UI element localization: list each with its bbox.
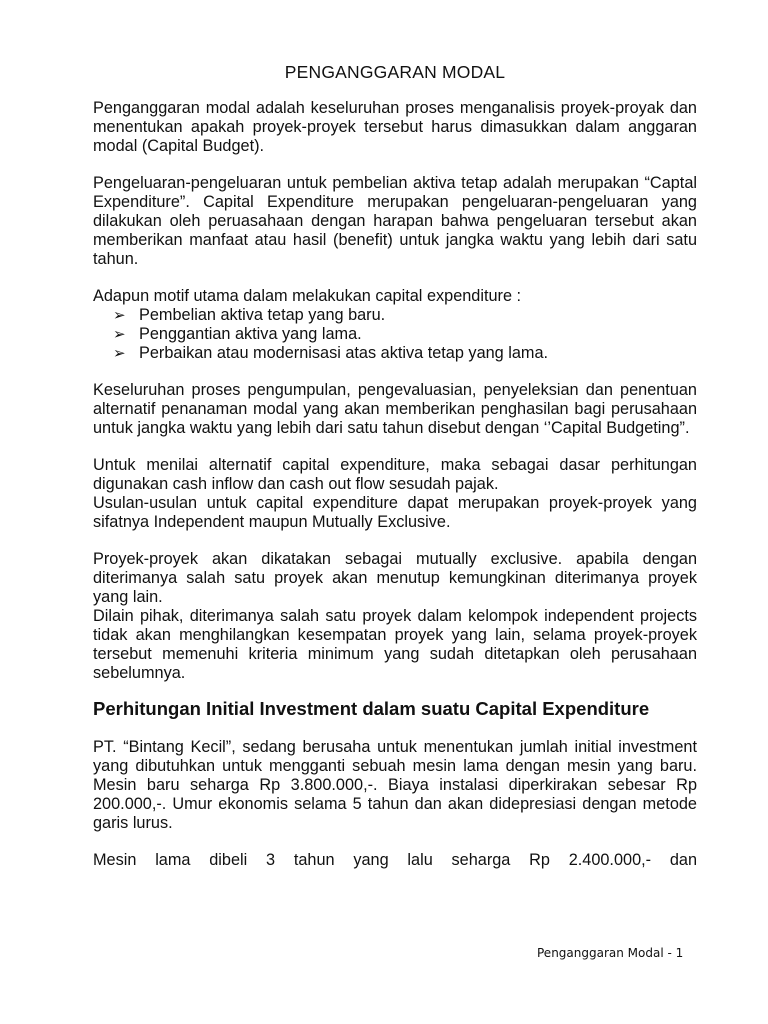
document-page — [93, 62, 697, 870]
section-heading: Perhitungan Initial Investment dalam suatu Capital Expenditure — [93, 698, 650, 719]
arrow-bullet-icon: ➢ — [113, 326, 126, 343]
list-item-text: Penggantian aktiva yang lama. — [139, 325, 362, 343]
document-title: PENGANGGARAN MODAL — [284, 62, 506, 82]
paragraph-independent: Dilain pihak, diterimanya salah satu proyek dalam kelompok independent projects tidak akan menghilangkan kesempatan proyek yang lain, selama proyek-proyek tersebut memenuhi kriteria minimum yang sudah ditetapkan oleh perusahaan sebelumnya. — [93, 607, 697, 682]
list-item-text: Perbaikan atau modernisasi atas aktiva tetap yang lama. — [139, 344, 549, 362]
list-item — [113, 306, 697, 325]
arrow-bullet-icon: ➢ — [113, 345, 126, 362]
paragraph-mutually-exclusive: Proyek-proyek akan dikatakan sebagai mutually exclusive. apabila dengan diterimanya salah satu proyek akan menutup kemungkinan diterimanya proyek yang lain. — [93, 550, 697, 606]
list-item — [113, 344, 697, 363]
list-item-text: Pembelian aktiva tetap yang baru. — [139, 306, 386, 324]
paragraph-capital-expenditure: Pengeluaran-pengeluaran untuk pembelian aktiva tetap adalah merupakan “Captal Expenditure”. Capital Expenditure merupakan pengeluaran-pengeluaran yang dilakukan oleh peruasahaan dengan harapan bahwa pengeluaran tersebut akan memberikan manfaat atau hasil (benefit) untuk jangka waktu yang lebih dari satu tahun. — [93, 174, 697, 268]
paragraph-capital-budgeting: Keseluruhan proses pengumpulan, pengevaluasian, penyeleksian dan penentuan alternatif penanaman modal yang akan memberikan penghasilan bagi perusahaan untuk jangka waktu yang lebih dari satu tahun disebut dengan ‘’Capital Budgeting”. — [93, 381, 697, 437]
list-item — [113, 325, 697, 344]
paragraph-cash-flow: Untuk menilai alternatif capital expenditure, maka sebagai dasar perhitungan digunakan cash inflow dan cash out flow sesudah pajak. — [93, 456, 697, 493]
page-footer: Penganggaran Modal - 1 — [537, 946, 684, 960]
arrow-bullet-icon: ➢ — [113, 307, 126, 324]
paragraph-motives-intro: Adapun motif utama dalam melakukan capital expenditure : — [93, 287, 522, 305]
paragraph-proposals: Usulan-usulan untuk capital expenditure dapat merupakan proyek-proyek yang sifatnya Independent maupun Mutually Exclusive. — [93, 494, 697, 531]
paragraph-case-study: PT. “Bintang Kecil”, sedang berusaha untuk menentukan jumlah initial investment yang dibutuhkan untuk mengganti sebuah mesin lama dengan mesin yang baru. Mesin baru seharga Rp 3.800.000,-. Biaya instalasi diperkirakan sebesar Rp 200.000,-. Umur ekonomis selama 5 tahun dan akan didepresiasi dengan metode garis lurus. — [93, 738, 697, 832]
motives-list — [93, 306, 697, 363]
paragraph-definition: Penganggaran modal adalah keseluruhan proses menganalisis proyek-proyak dan menentukan apakah proyek-proyek tersebut harus dimasukkan dalam anggaran modal (Capital Budget). — [93, 99, 697, 155]
paragraph-old-machine: Mesin lama dibeli 3 tahun yang lalu seharga Rp 2.400.000,- dan — [93, 851, 697, 869]
